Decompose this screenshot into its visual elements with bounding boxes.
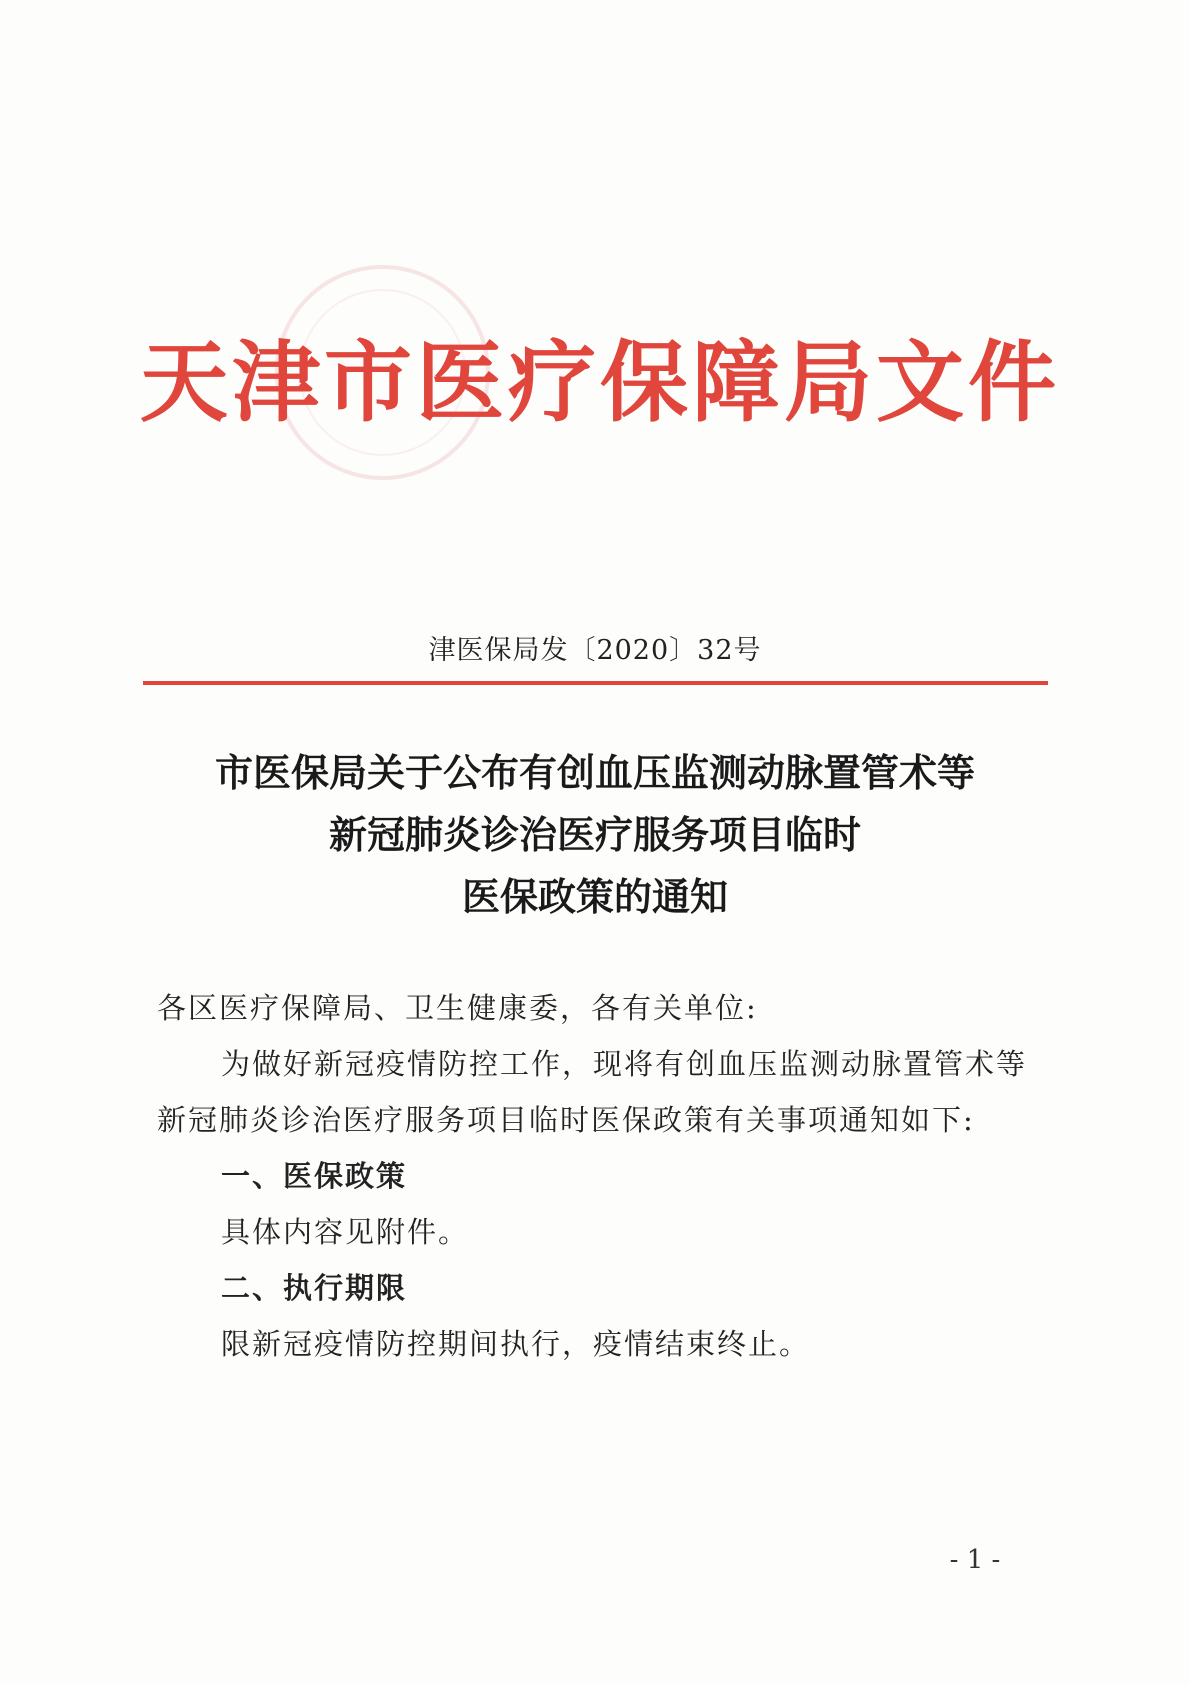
- notice-title: [120, 742, 1070, 928]
- notice-title-line-1: 市医保局关于公布有创血压监测动脉置管术等: [214, 750, 975, 795]
- salutation: 各区医疗保障局、卫生健康委，各有关单位:: [157, 991, 758, 1025]
- notice-title-line-3: 医保政策的通知: [461, 874, 728, 919]
- document-masthead: 天津市医疗保障局文件: [140, 331, 1061, 434]
- section-heading-policy: 一、医保政策: [221, 1159, 408, 1193]
- section-content-policy: 具体内容见附件。: [221, 1215, 470, 1249]
- section-content-period: 限新冠疫情防控期间执行，疫情结束终止。: [221, 1327, 811, 1361]
- notice-body: [157, 980, 1037, 1372]
- document-number: 津医保局发〔2020〕32号: [428, 635, 762, 666]
- intro-paragraph-line-2: 新冠肺炎诊治医疗服务项目临时医保政策有关事项通知如下:: [157, 1103, 975, 1137]
- section-heading-period: 二、执行期限: [221, 1271, 408, 1305]
- intro-paragraph-line-1: 为做好新冠疫情防控工作，现将有创血压监测动脉置管术等: [221, 1047, 1028, 1081]
- notice-title-line-2: 新冠肺炎诊治医疗服务项目临时: [328, 812, 861, 857]
- red-divider-line: [143, 681, 1048, 685]
- page-number: - 1 -: [949, 1545, 1001, 1575]
